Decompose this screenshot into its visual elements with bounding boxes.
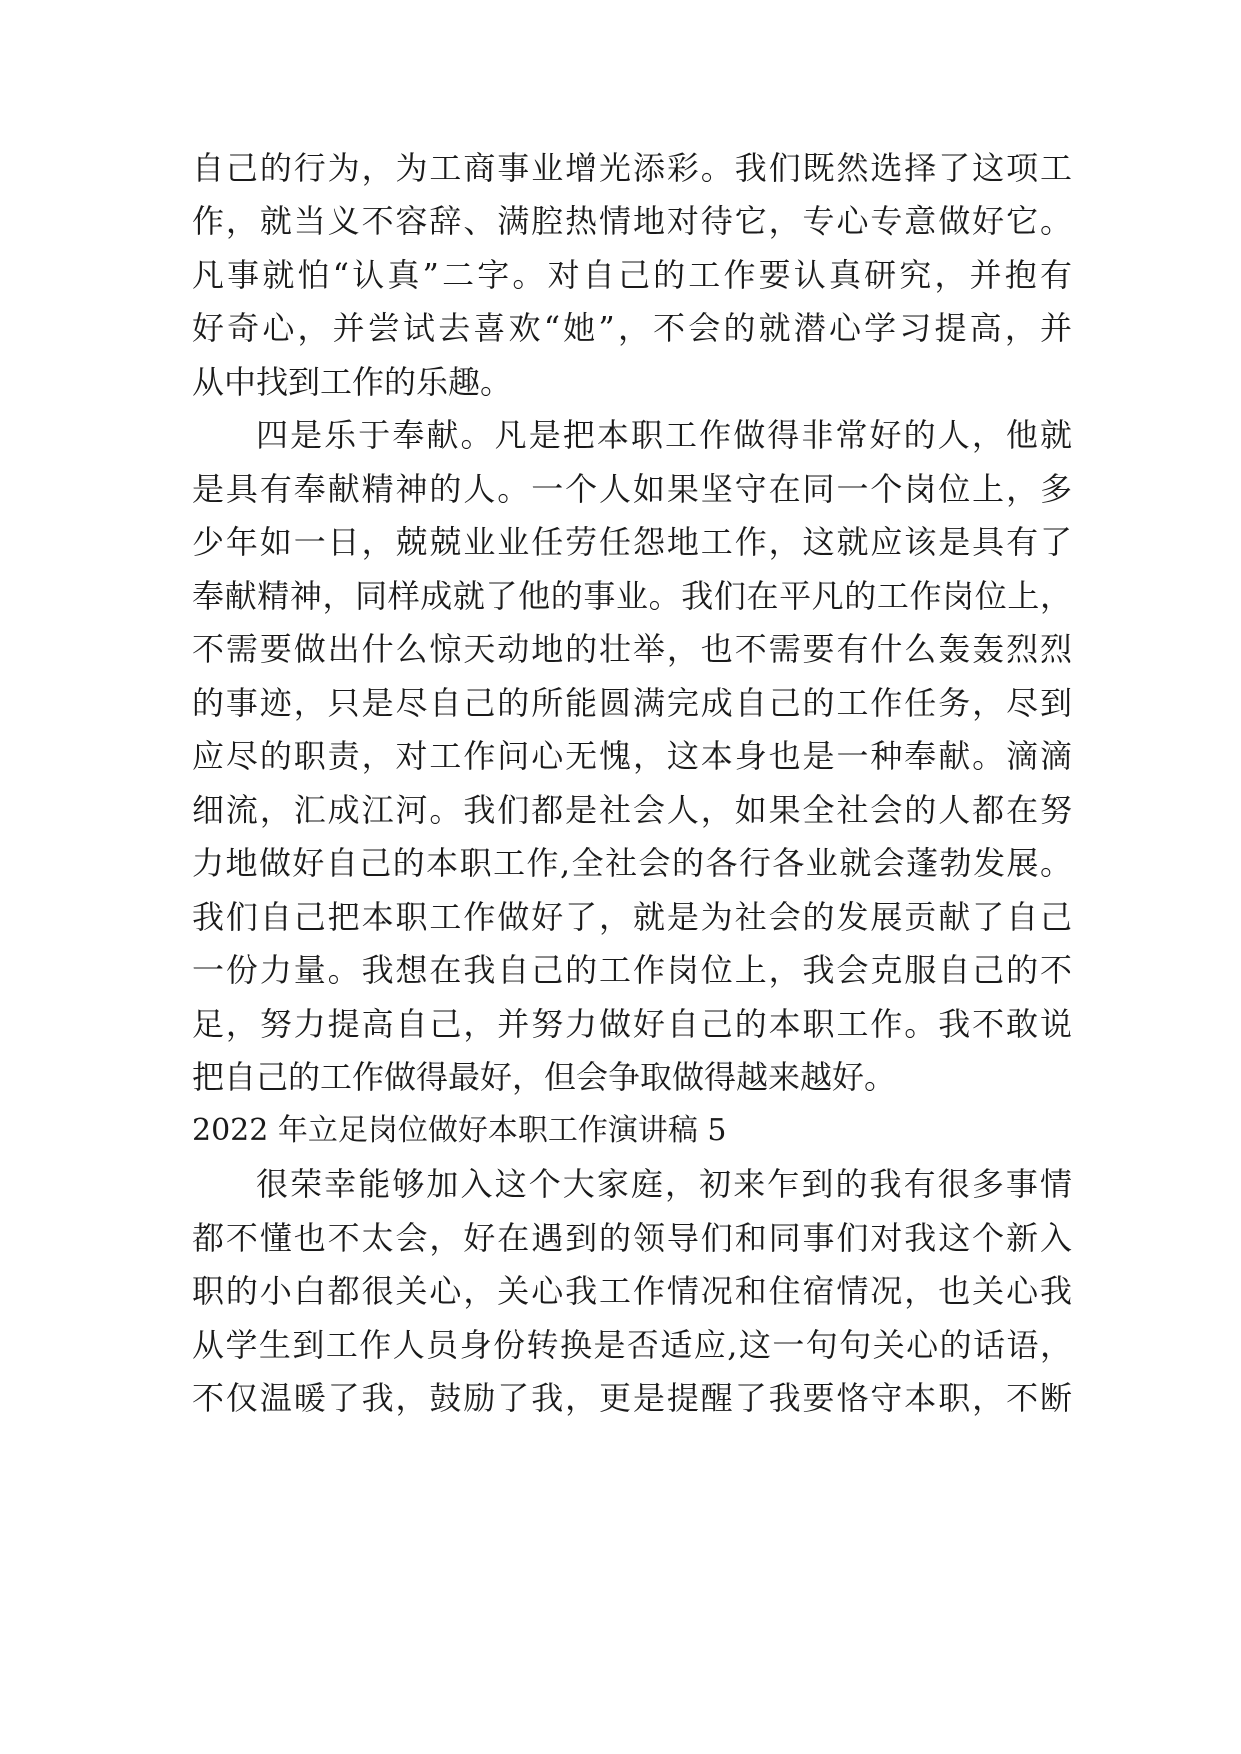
text-line: 好奇心，并尝试去喜欢“她”，不会的就潜心学习提高，并	[192, 309, 1072, 347]
text-line: 应尽的职责，对工作问心无愧，这本身也是一种奉献。滴滴	[192, 737, 1072, 775]
text-line: 足，努力提高自己，并努力做好自己的本职工作。我不敢说	[192, 1005, 1072, 1043]
text-line: 从中找到工作的乐趣。	[192, 363, 513, 401]
text-line: 职的小白都很关心，关心我工作情况和住宿情况，也关心我	[192, 1272, 1072, 1310]
text-line: 一份力量。我想在我自己的工作岗位上，我会克服自己的不	[192, 951, 1072, 989]
text-line: 自己的行为，为工商事业增光添彩。我们既然选择了这项工	[192, 149, 1072, 187]
text-line: 作，就当义不容辞、满腔热情地对待它，专心专意做好它。	[192, 202, 1072, 240]
text-line: 我们自己把本职工作做好了，就是为社会的发展贡献了自己	[192, 898, 1072, 936]
text-line: 力地做好自己的本职工作,全社会的各行各业就会蓬勃发展。	[192, 844, 1072, 882]
text-line: 是具有奉献精神的人。一个人如果坚守在同一个岗位上，多	[192, 470, 1072, 508]
text-line: 都不懂也不太会，好在遇到的领导们和同事们对我这个新入	[192, 1219, 1072, 1257]
text-line: 把自己的工作做得最好，但会争取做得越来越好。	[192, 1058, 897, 1096]
section-heading: 2022 年立足岗位做好本职工作演讲稿 5	[192, 1113, 727, 1148]
paragraph-first-line: 很荣幸能够加入这个大家庭，初来乍到的我有很多事情	[256, 1165, 1072, 1203]
text-line: 不仅温暖了我，鼓励了我，更是提醒了我要恪守本职，不断	[192, 1379, 1072, 1417]
text-line: 少年如一日，兢兢业业任劳任怨地工作，这就应该是具有了	[192, 523, 1072, 561]
paragraph-first-line: 四是乐于奉献。凡是把本职工作做得非常好的人，他就	[256, 416, 1072, 454]
text-line: 细流，汇成江河。我们都是社会人，如果全社会的人都在努	[192, 791, 1072, 829]
text-line: 奉献精神，同样成就了他的事业。我们在平凡的工作岗位上，	[192, 577, 1072, 615]
text-line: 的事迹，只是尽自己的所能圆满完成自己的工作任务，尽到	[192, 684, 1072, 722]
text-line: 不需要做出什么惊天动地的壮举，也不需要有什么轰轰烈烈	[192, 630, 1072, 668]
text-line: 从学生到工作人员身份转换是否适应,这一句句关心的话语，	[192, 1326, 1072, 1364]
text-line: 凡事就怕“认真”二字。对自己的工作要认真研究，并抱有	[192, 256, 1072, 294]
